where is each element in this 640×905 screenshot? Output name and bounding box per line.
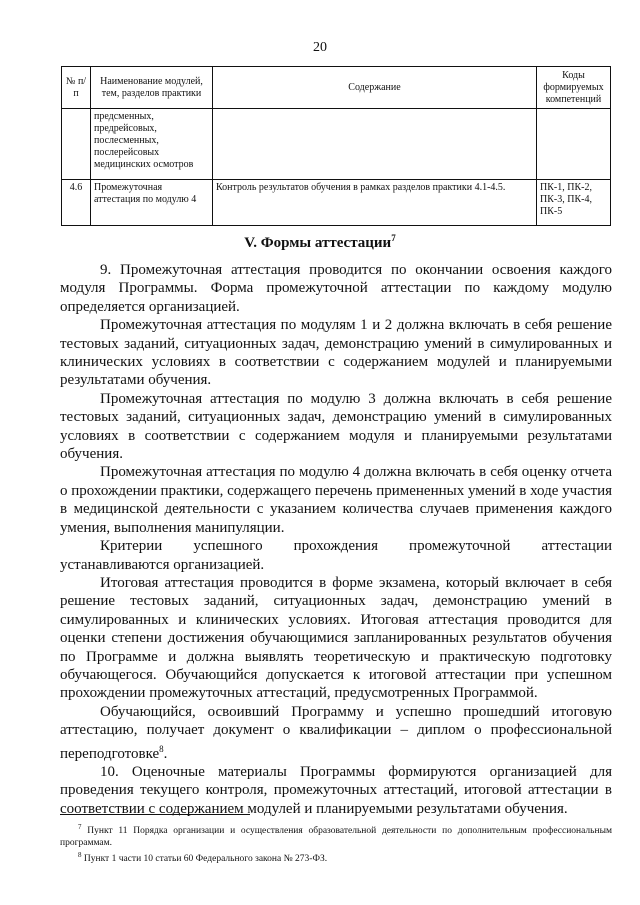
- row-name: Промежуточная аттестация по модулю 4: [91, 180, 213, 226]
- footnotes: [60, 821, 612, 865]
- footnote-text: Пункт 11 Порядка организации и осуществления образовательной деятельности по дополнительным профессиональным программам.: [60, 826, 612, 849]
- paragraph: Промежуточная аттестация по модулю 3 должна включать в себя решение тестовых заданий, ситуационных задач, демонстрацию умений в симулированных условиях в соответствии с содержанием модуля и планируемыми результатами обучения.: [60, 390, 612, 463]
- row-content: Контроль результатов обучения в рамках разделов практики 4.1-4.5.: [213, 180, 537, 226]
- row-number: [62, 109, 91, 180]
- page-number: 20: [313, 40, 327, 55]
- program-table: [61, 66, 611, 226]
- footnote-text: Пункт 1 части 10 статьи 60 Федерального закона № 273-ФЗ.: [83, 854, 328, 865]
- row-content: [213, 109, 537, 180]
- section-title: [0, 233, 640, 252]
- footnote: [60, 849, 612, 865]
- body-text: [60, 261, 612, 818]
- footnote-marker: 8: [78, 851, 82, 860]
- footnote-ref: 7: [391, 233, 396, 243]
- footnote-ref: 8: [159, 743, 164, 754]
- paragraph: Промежуточная аттестация по модулям 1 и 2 должна включать в себя решение тестовых заданий, ситуационных задач, демонстрацию умений в симулированных и клинических условиях в соответствии с содержанием модулей и планируемыми результатами обучения.: [60, 317, 612, 389]
- header-content: Содержание: [213, 67, 537, 109]
- row-codes: [537, 109, 611, 180]
- header-number: № п/п: [62, 67, 91, 109]
- row-number: 4.6: [62, 180, 91, 226]
- footnote-divider: [60, 814, 250, 815]
- table-header-row: [62, 67, 611, 109]
- paragraph-text: Обучающийся, освоивший Программу и успешно прошедший итоговую аттестацию, получает документ о квалификации – диплом о профессиональной переподготовке: [60, 703, 612, 762]
- table-row: [62, 109, 611, 180]
- table-row: [62, 180, 611, 226]
- paragraph-end: .: [163, 745, 168, 762]
- footnote: [60, 821, 612, 849]
- section-title-text: V. Формы аттестации: [244, 235, 392, 251]
- row-codes: ПК-1, ПК-2, ПК-3, ПК-4, ПК-5: [537, 180, 611, 226]
- header-module-name: Наименование модулей, тем, разделов практики: [91, 67, 213, 109]
- paragraph: 9. Промежуточная аттестация проводится по окончании освоения каждого модуля Программы. Форма промежуточной аттестации по каждому модулю определяется организацией.: [60, 262, 612, 315]
- paragraph: Итоговая аттестация проводится в форме экзамена, который включает в себя решение тестовых заданий, ситуационных задач, демонстрацию умений в симулированных и клинических условиях. Итоговая аттестация проводится для оценки степени достижения обучающимися запланированных результатов обучения по Программе и должна выявлять теоретическую и практическую подготовку обучающегося. Обучающийся допускается к итоговой аттестации при успешном прохождении промежуточных аттестаций, предусмотренных Программой.: [60, 574, 612, 702]
- footnote-marker: 7: [78, 823, 82, 831]
- paragraph: 10. Оценочные материалы Программы формируются организацией для проведения текущего контроля, промежуточных аттестаций, итоговой аттестации в соответствии с содержанием модулей и планируемыми результатами обучения.: [60, 763, 612, 817]
- paragraph: Критерии успешного прохождения промежуточной аттестации устанавливаются организацией.: [60, 538, 612, 573]
- row-name: предсменных, предрейсовых, послесменных, послерейсовых медицинских осмотров: [91, 109, 213, 180]
- paragraph: [60, 703, 612, 763]
- header-competency-codes: Коды формируемых компетенций: [537, 67, 611, 109]
- paragraph: Промежуточная аттестация по модулю 4 должна включать в себя оценку отчета о прохождении практики, содержащего перечень примененных умений в ходе участия в медицинской деятельности с указанием количества случаев применения каждого умения, выполнения манипуляции.: [60, 464, 612, 536]
